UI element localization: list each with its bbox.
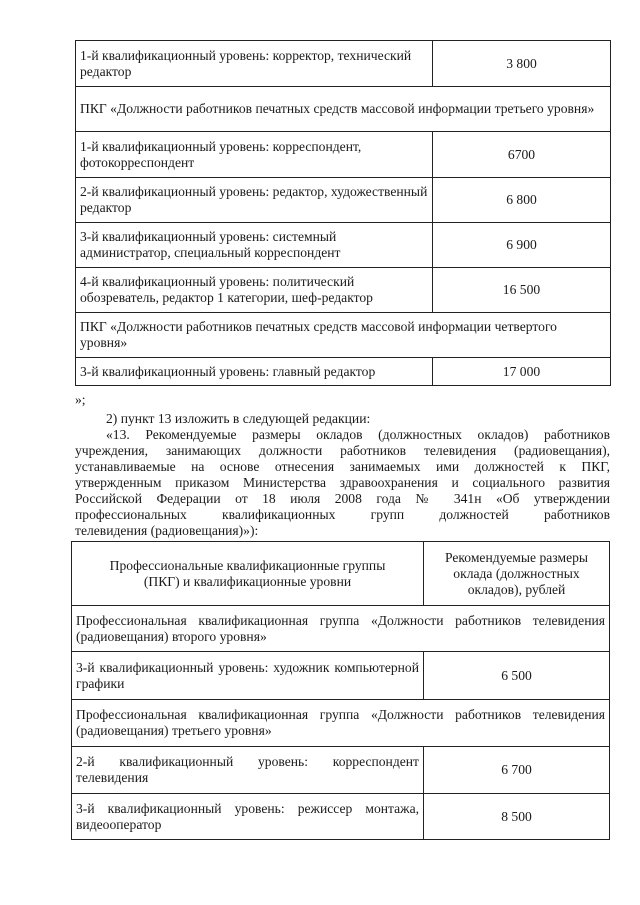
paragraph-line: утвержденным приказом Министерства здравоохранения и социального развития xyxy=(75,475,610,490)
table-row xyxy=(72,606,610,652)
level-description: 3-й квалификационный уровень: системный администратор, специальный корреспондент xyxy=(76,223,433,268)
table-row xyxy=(76,358,611,386)
header-salary: Рекомендуемые размеры оклада (должностных окладов), рублей xyxy=(424,542,610,606)
amendment-point: 2) пункт 13 изложить в следующей редакции: xyxy=(106,411,371,426)
table-row xyxy=(76,268,611,313)
salary-value: 8 500 xyxy=(424,794,610,840)
paragraph-line: профессиональных квалификационных групп должностей работников xyxy=(75,507,610,522)
table-row xyxy=(76,313,611,358)
level-description: 3-й квалификационный уровень: режиссер монтажа, видеооператор xyxy=(72,794,424,840)
level-description: 2-й квалификационный уровень: корреспондент телевидения xyxy=(72,747,424,794)
salary-value: 6 500 xyxy=(424,652,610,700)
salary-table-television xyxy=(71,541,610,840)
paragraph-line: «13. Рекомендуемые размеры окладов (должностных окладов) работников xyxy=(106,427,610,442)
table-row xyxy=(72,794,610,840)
table-row xyxy=(76,178,611,223)
table-header-row xyxy=(72,542,610,606)
header-groups: Профессиональные квалификационные группы (ПКГ) и квалификационные уровни xyxy=(72,542,424,606)
level-description: 2-й квалификационный уровень: редактор, художественный редактор xyxy=(76,178,433,223)
paragraph-line: телевидения (радиовещания)»): xyxy=(75,523,259,538)
table-row xyxy=(72,700,610,747)
level-description: 4-й квалификационный уровень: политический обозреватель, редактор 1 категории, шеф-редактор xyxy=(76,268,433,313)
paragraph-line: учреждения, занимающих должности работников телевидения (радиовещания), xyxy=(75,443,610,458)
table-row xyxy=(76,87,611,132)
paragraph-line: Российской Федерации от 18 июля 2008 года № 341н «Об утверждении xyxy=(75,491,610,506)
salary-value: 6 900 xyxy=(433,223,611,268)
group-title: Профессиональная квалификационная группа «Должности работников телевидения (радиовещания) третьего уровня» xyxy=(72,700,610,747)
salary-value: 6700 xyxy=(433,132,611,178)
table-row xyxy=(76,132,611,178)
paragraph-line: устанавливаемые на основе отнесения занимаемых ими должностей к ПКГ, xyxy=(75,459,610,474)
salary-value: 17 000 xyxy=(433,358,611,386)
salary-value: 6 700 xyxy=(424,747,610,794)
group-title: ПКГ «Должности работников печатных средств массовой информации третьего уровня» xyxy=(76,87,611,132)
salary-value: 6 800 xyxy=(433,178,611,223)
closing-quote: »; xyxy=(75,392,86,407)
level-description: 1-й квалификационный уровень: корреспондент, фотокорреспондент xyxy=(76,132,433,178)
salary-value: 16 500 xyxy=(433,268,611,313)
amendment-paragraph xyxy=(75,427,610,539)
group-title: Профессиональная квалификационная группа «Должности работников телевидения (радиовещания) второго уровня» xyxy=(72,606,610,652)
salary-table-print-media xyxy=(75,40,611,386)
table-row xyxy=(76,223,611,268)
table-row xyxy=(72,652,610,700)
salary-value: 3 800 xyxy=(433,41,611,87)
group-title: ПКГ «Должности работников печатных средств массовой информации четвертого уровня» xyxy=(76,313,611,358)
level-description: 1-й квалификационный уровень: корректор, технический редактор xyxy=(76,41,433,87)
level-description: 3-й квалификационный уровень: художник компьютерной графики xyxy=(72,652,424,700)
level-description: 3-й квалификационный уровень: главный редактор xyxy=(76,358,433,386)
table-row xyxy=(76,41,611,87)
table-row xyxy=(72,747,610,794)
